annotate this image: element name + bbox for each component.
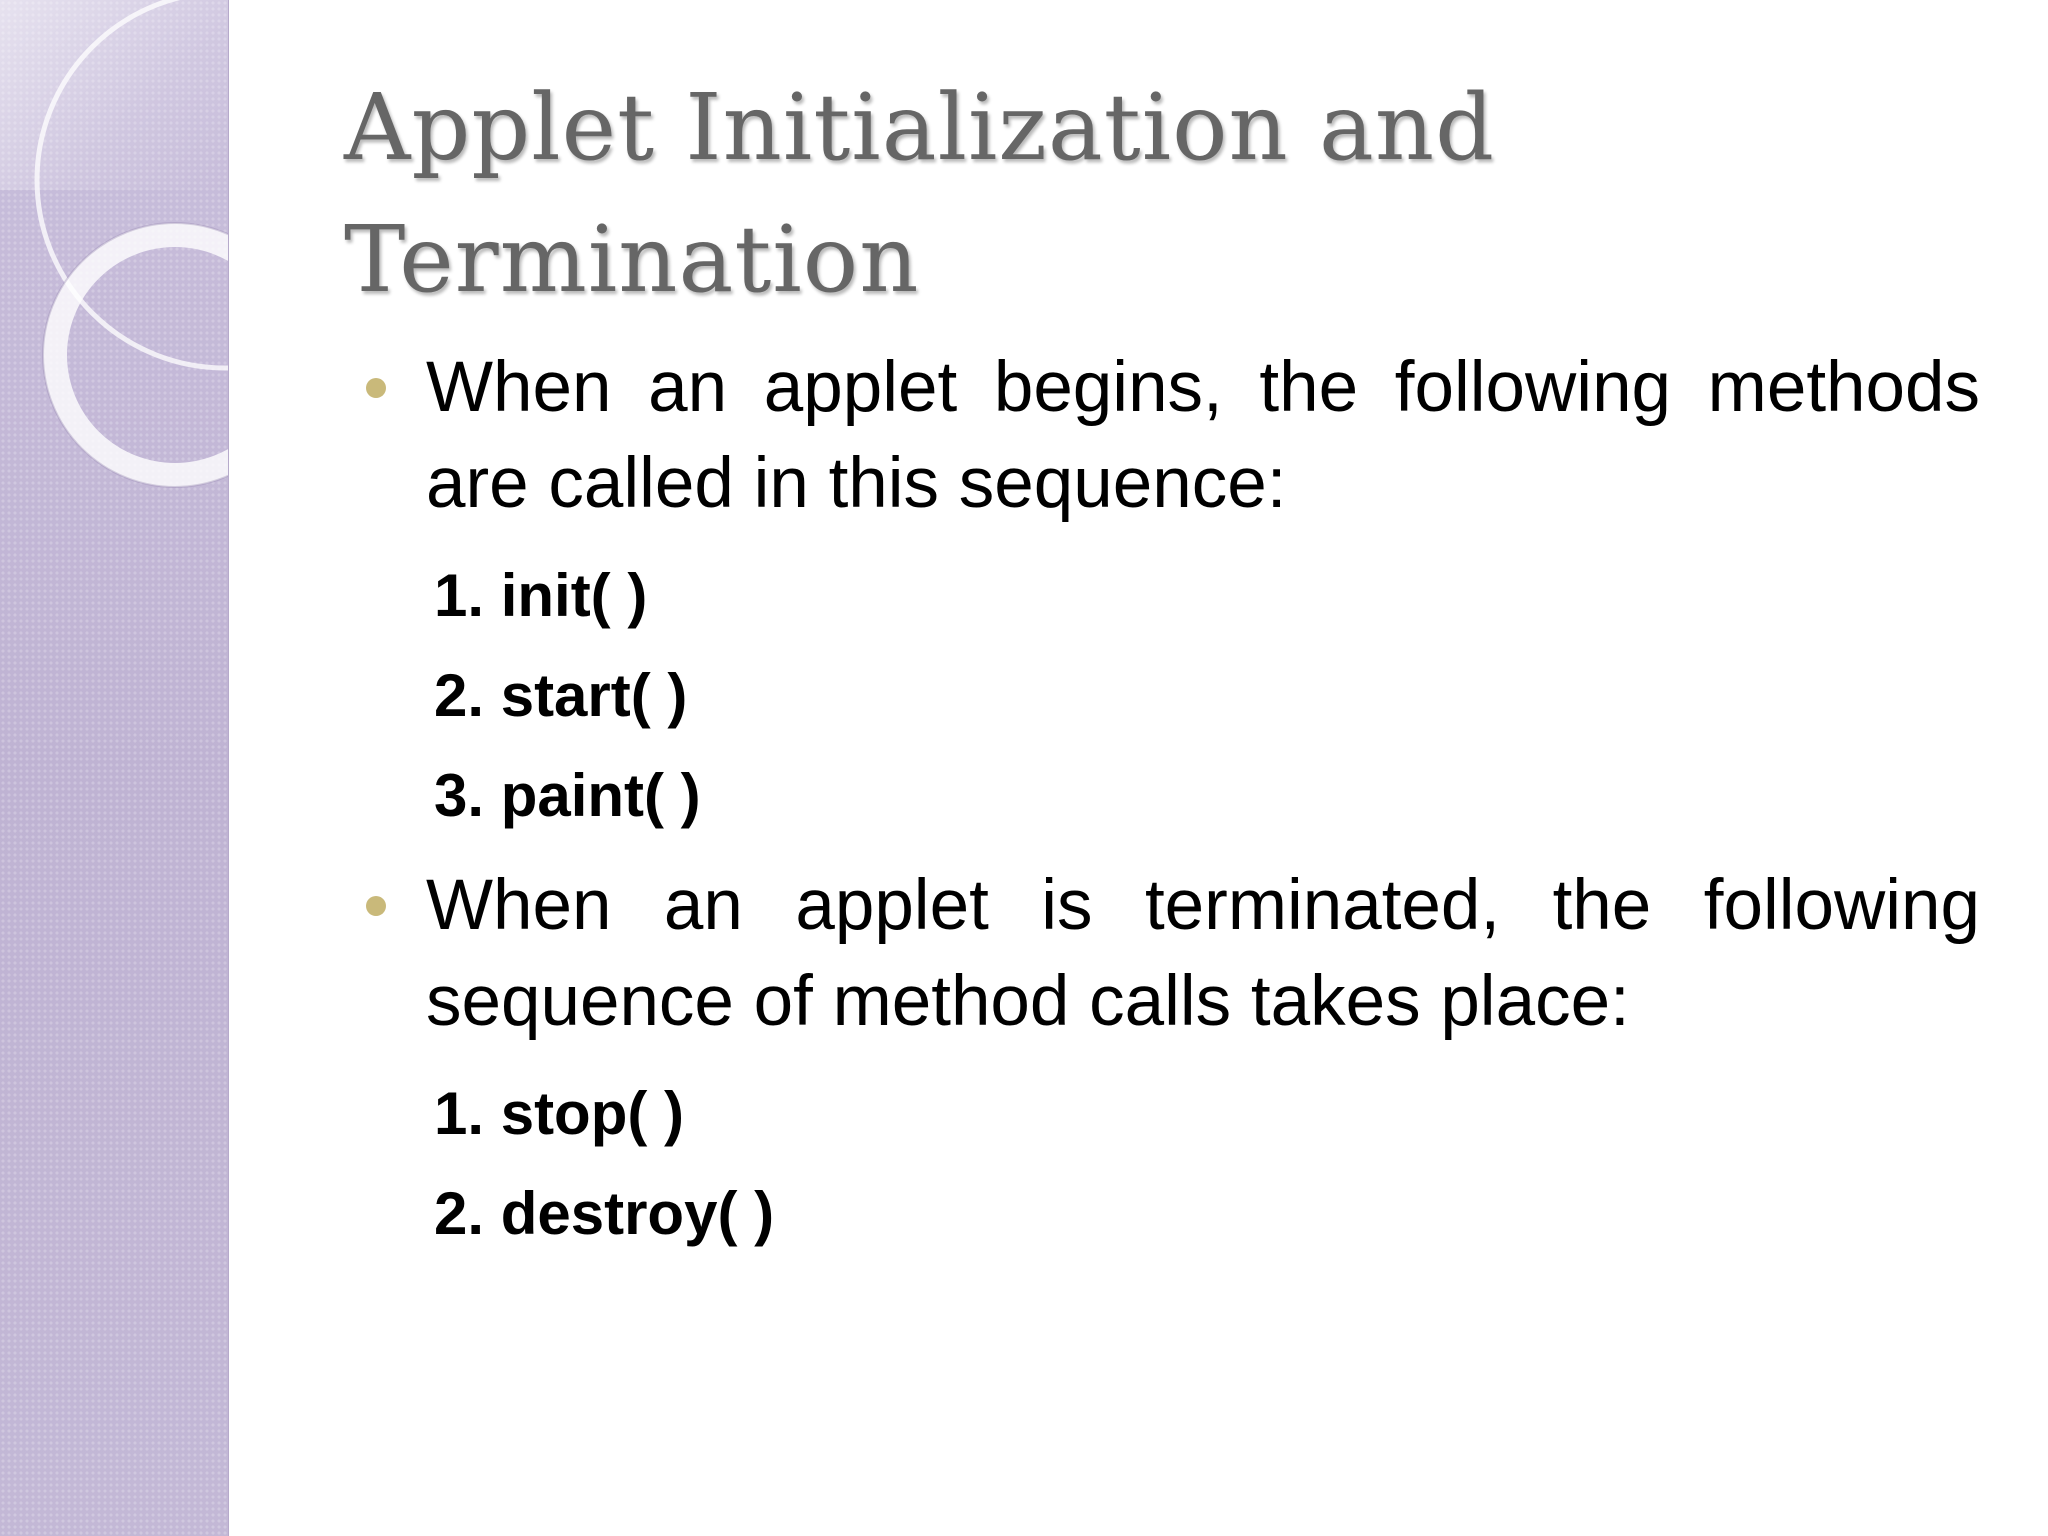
bullet-item: [360, 858, 1980, 1050]
slide-content: [360, 340, 1980, 1276]
method-item-start: 2. start( ): [434, 662, 688, 729]
method-list-termination: [360, 1064, 1980, 1264]
decorative-sidebar: [0, 0, 229, 1536]
method-item-paint: 3. paint( ): [434, 762, 701, 829]
bullet-dot-icon: [366, 378, 386, 398]
method-list-start: [360, 546, 1980, 846]
bullet-text: When an applet begins, the following methods are called in this sequence:: [426, 348, 1980, 523]
method-item-init: 1. init( ): [434, 562, 648, 629]
method-item-stop: 1. stop( ): [434, 1080, 684, 1147]
bullet-item: [360, 340, 1980, 532]
slide-title: Applet Initialization and Termination: [344, 74, 1496, 313]
method-item-destroy: 2. destroy( ): [434, 1180, 775, 1247]
bullet-dot-icon: [366, 896, 386, 916]
bullet-text: When an applet is terminated, the following sequence of method calls takes place:: [426, 866, 1980, 1041]
decorative-rings-icon: [0, 0, 228, 520]
